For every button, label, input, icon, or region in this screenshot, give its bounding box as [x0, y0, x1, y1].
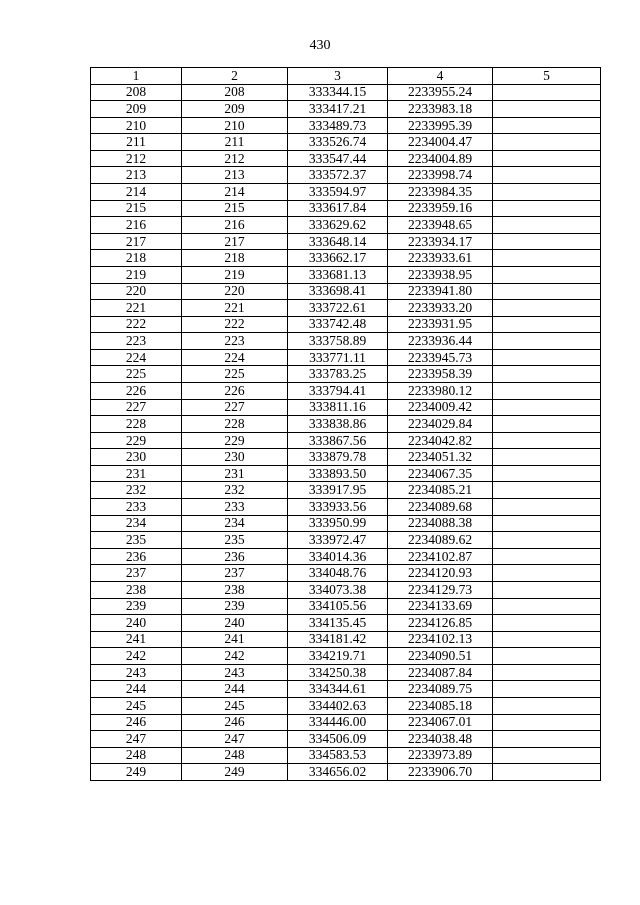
x-coordinate-cell: 333594.97 — [288, 184, 388, 201]
note-cell — [493, 581, 601, 598]
note-cell — [493, 615, 601, 632]
column-header: 4 — [388, 68, 493, 85]
x-coordinate-cell: 333794.41 — [288, 382, 388, 399]
point-number-cell: 222 — [91, 316, 182, 333]
x-coordinate-cell: 334073.38 — [288, 581, 388, 598]
note-cell — [493, 184, 601, 201]
y-coordinate-cell: 2234120.93 — [388, 565, 493, 582]
y-coordinate-cell: 2234126.85 — [388, 615, 493, 632]
x-coordinate-cell: 333489.73 — [288, 117, 388, 134]
table-row — [91, 150, 601, 167]
y-coordinate-cell: 2233945.73 — [388, 349, 493, 366]
page-number: 430 — [309, 38, 331, 53]
y-coordinate-cell: 2234067.01 — [388, 714, 493, 731]
y-coordinate-cell: 2234102.87 — [388, 548, 493, 565]
note-cell — [493, 150, 601, 167]
note-cell — [493, 432, 601, 449]
note-cell — [493, 482, 601, 499]
note-cell — [493, 499, 601, 516]
point-number-cell: 208 — [182, 84, 288, 101]
point-number-cell: 218 — [91, 250, 182, 267]
point-number-cell: 249 — [91, 764, 182, 781]
table-row — [91, 366, 601, 383]
x-coordinate-cell: 333867.56 — [288, 432, 388, 449]
x-coordinate-cell: 333811.16 — [288, 399, 388, 416]
point-number-cell: 236 — [91, 548, 182, 565]
point-number-cell: 239 — [182, 598, 288, 615]
table-row — [91, 266, 601, 283]
point-number-cell: 247 — [182, 731, 288, 748]
table-row — [91, 382, 601, 399]
point-number-cell: 243 — [182, 664, 288, 681]
point-number-cell: 213 — [182, 167, 288, 184]
x-coordinate-cell: 334105.56 — [288, 598, 388, 615]
x-coordinate-cell: 333526.74 — [288, 134, 388, 151]
x-coordinate-cell: 334219.71 — [288, 648, 388, 665]
y-coordinate-cell: 2234129.73 — [388, 581, 493, 598]
x-coordinate-cell: 333662.17 — [288, 250, 388, 267]
column-header: 3 — [288, 68, 388, 85]
y-coordinate-cell: 2234051.32 — [388, 449, 493, 466]
y-coordinate-cell: 2234090.51 — [388, 648, 493, 665]
table-row — [91, 731, 601, 748]
table-row — [91, 631, 601, 648]
point-number-cell: 231 — [182, 465, 288, 482]
y-coordinate-cell: 2233948.65 — [388, 217, 493, 234]
point-number-cell: 246 — [182, 714, 288, 731]
x-coordinate-cell: 333879.78 — [288, 449, 388, 466]
point-number-cell: 238 — [182, 581, 288, 598]
point-number-cell: 235 — [182, 532, 288, 549]
y-coordinate-cell: 2234042.82 — [388, 432, 493, 449]
x-coordinate-cell: 333698.41 — [288, 283, 388, 300]
note-cell — [493, 598, 601, 615]
note-cell — [493, 233, 601, 250]
note-cell — [493, 167, 601, 184]
point-number-cell: 208 — [91, 84, 182, 101]
point-number-cell: 237 — [182, 565, 288, 582]
table-row — [91, 532, 601, 549]
column-header: 1 — [91, 68, 182, 85]
table-row — [91, 482, 601, 499]
table-row — [91, 664, 601, 681]
point-number-cell: 234 — [91, 515, 182, 532]
note-cell — [493, 366, 601, 383]
y-coordinate-cell: 2233995.39 — [388, 117, 493, 134]
point-number-cell: 226 — [91, 382, 182, 399]
note-cell — [493, 565, 601, 582]
y-coordinate-cell: 2233936.44 — [388, 333, 493, 350]
note-cell — [493, 316, 601, 333]
x-coordinate-cell: 333572.37 — [288, 167, 388, 184]
note-cell — [493, 465, 601, 482]
table-row — [91, 333, 601, 350]
x-coordinate-cell: 333722.61 — [288, 300, 388, 317]
table-row — [91, 697, 601, 714]
table-row — [91, 449, 601, 466]
table-row — [91, 648, 601, 665]
point-number-cell: 230 — [91, 449, 182, 466]
y-coordinate-cell: 2234133.69 — [388, 598, 493, 615]
table-row — [91, 300, 601, 317]
table-row — [91, 84, 601, 101]
point-number-cell: 222 — [182, 316, 288, 333]
point-number-cell: 248 — [91, 747, 182, 764]
y-coordinate-cell: 2234087.84 — [388, 664, 493, 681]
y-coordinate-cell: 2234085.21 — [388, 482, 493, 499]
y-coordinate-cell: 2233959.16 — [388, 200, 493, 217]
point-number-cell: 227 — [182, 399, 288, 416]
point-number-cell: 235 — [91, 532, 182, 549]
x-coordinate-cell: 333893.50 — [288, 465, 388, 482]
point-number-cell: 215 — [182, 200, 288, 217]
point-number-cell: 244 — [182, 681, 288, 698]
point-number-cell: 224 — [91, 349, 182, 366]
point-number-cell: 210 — [91, 117, 182, 134]
note-cell — [493, 283, 601, 300]
point-number-cell: 223 — [182, 333, 288, 350]
note-cell — [493, 747, 601, 764]
y-coordinate-cell: 2234009.42 — [388, 399, 493, 416]
y-coordinate-cell: 2234067.35 — [388, 465, 493, 482]
table-row — [91, 416, 601, 433]
x-coordinate-cell: 334344.61 — [288, 681, 388, 698]
table-row — [91, 598, 601, 615]
x-coordinate-cell: 334250.38 — [288, 664, 388, 681]
y-coordinate-cell: 2233931.95 — [388, 316, 493, 333]
point-number-cell: 214 — [182, 184, 288, 201]
y-coordinate-cell: 2233980.12 — [388, 382, 493, 399]
point-number-cell: 211 — [91, 134, 182, 151]
point-number-cell: 225 — [182, 366, 288, 383]
point-number-cell: 237 — [91, 565, 182, 582]
point-number-cell: 231 — [91, 465, 182, 482]
note-cell — [493, 117, 601, 134]
note-cell — [493, 416, 601, 433]
x-coordinate-cell: 333950.99 — [288, 515, 388, 532]
y-coordinate-cell: 2233906.70 — [388, 764, 493, 781]
table-row — [91, 681, 601, 698]
point-number-cell: 232 — [91, 482, 182, 499]
point-number-cell: 221 — [91, 300, 182, 317]
x-coordinate-cell: 334446.00 — [288, 714, 388, 731]
table-row — [91, 167, 601, 184]
y-coordinate-cell: 2233933.61 — [388, 250, 493, 267]
table-row — [91, 200, 601, 217]
point-number-cell: 212 — [91, 150, 182, 167]
point-number-cell: 232 — [182, 482, 288, 499]
point-number-cell: 223 — [91, 333, 182, 350]
y-coordinate-cell: 2234102.13 — [388, 631, 493, 648]
point-number-cell: 229 — [182, 432, 288, 449]
column-header: 5 — [493, 68, 601, 85]
column-header: 2 — [182, 68, 288, 85]
x-coordinate-cell: 334048.76 — [288, 565, 388, 582]
point-number-cell: 221 — [182, 300, 288, 317]
table-row — [91, 184, 601, 201]
y-coordinate-cell: 2234038.48 — [388, 731, 493, 748]
note-cell — [493, 399, 601, 416]
point-number-cell: 217 — [182, 233, 288, 250]
y-coordinate-cell: 2234085.18 — [388, 697, 493, 714]
point-number-cell: 219 — [91, 266, 182, 283]
point-number-cell: 228 — [182, 416, 288, 433]
point-number-cell: 240 — [182, 615, 288, 632]
y-coordinate-cell: 2233941.80 — [388, 283, 493, 300]
y-coordinate-cell: 2233955.24 — [388, 84, 493, 101]
x-coordinate-cell: 333617.84 — [288, 200, 388, 217]
point-number-cell: 229 — [91, 432, 182, 449]
point-number-cell: 236 — [182, 548, 288, 565]
table-row — [91, 499, 601, 516]
y-coordinate-cell: 2233984.35 — [388, 184, 493, 201]
table-row — [91, 714, 601, 731]
point-number-cell: 234 — [182, 515, 288, 532]
coordinates-table — [90, 67, 601, 781]
table-row — [91, 399, 601, 416]
point-number-cell: 248 — [182, 747, 288, 764]
point-number-cell: 214 — [91, 184, 182, 201]
x-coordinate-cell: 333629.62 — [288, 217, 388, 234]
note-cell — [493, 250, 601, 267]
y-coordinate-cell: 2234004.47 — [388, 134, 493, 151]
table-row — [91, 764, 601, 781]
note-cell — [493, 648, 601, 665]
point-number-cell: 244 — [91, 681, 182, 698]
table-row — [91, 615, 601, 632]
header-row — [91, 68, 601, 85]
y-coordinate-cell: 2234029.84 — [388, 416, 493, 433]
y-coordinate-cell: 2234089.68 — [388, 499, 493, 516]
x-coordinate-cell: 333783.25 — [288, 366, 388, 383]
x-coordinate-cell: 333344.15 — [288, 84, 388, 101]
y-coordinate-cell: 2233973.89 — [388, 747, 493, 764]
point-number-cell: 209 — [91, 101, 182, 118]
x-coordinate-cell: 334583.53 — [288, 747, 388, 764]
note-cell — [493, 548, 601, 565]
point-number-cell: 226 — [182, 382, 288, 399]
point-number-cell: 241 — [182, 631, 288, 648]
table-row — [91, 349, 601, 366]
table-row — [91, 465, 601, 482]
point-number-cell: 246 — [91, 714, 182, 731]
point-number-cell: 215 — [91, 200, 182, 217]
table-row — [91, 101, 601, 118]
note-cell — [493, 449, 601, 466]
table-row — [91, 316, 601, 333]
x-coordinate-cell: 334135.45 — [288, 615, 388, 632]
point-number-cell: 233 — [91, 499, 182, 516]
point-number-cell: 211 — [182, 134, 288, 151]
point-number-cell: 227 — [91, 399, 182, 416]
note-cell — [493, 200, 601, 217]
x-coordinate-cell: 333838.86 — [288, 416, 388, 433]
note-cell — [493, 349, 601, 366]
point-number-cell: 219 — [182, 266, 288, 283]
note-cell — [493, 714, 601, 731]
point-number-cell: 218 — [182, 250, 288, 267]
x-coordinate-cell: 334656.02 — [288, 764, 388, 781]
point-number-cell: 249 — [182, 764, 288, 781]
table-row — [91, 217, 601, 234]
x-coordinate-cell: 333917.95 — [288, 482, 388, 499]
y-coordinate-cell: 2233933.20 — [388, 300, 493, 317]
y-coordinate-cell: 2233958.39 — [388, 366, 493, 383]
point-number-cell: 245 — [182, 697, 288, 714]
table-row — [91, 747, 601, 764]
y-coordinate-cell: 2233934.17 — [388, 233, 493, 250]
note-cell — [493, 681, 601, 698]
point-number-cell: 239 — [91, 598, 182, 615]
x-coordinate-cell: 334014.36 — [288, 548, 388, 565]
point-number-cell: 228 — [91, 416, 182, 433]
note-cell — [493, 631, 601, 648]
point-number-cell: 245 — [91, 697, 182, 714]
table-row — [91, 117, 601, 134]
y-coordinate-cell: 2233938.95 — [388, 266, 493, 283]
point-number-cell: 210 — [182, 117, 288, 134]
point-number-cell: 216 — [91, 217, 182, 234]
table-row — [91, 581, 601, 598]
note-cell — [493, 333, 601, 350]
x-coordinate-cell: 333771.11 — [288, 349, 388, 366]
note-cell — [493, 84, 601, 101]
table-row — [91, 233, 601, 250]
note-cell — [493, 266, 601, 283]
point-number-cell: 209 — [182, 101, 288, 118]
x-coordinate-cell: 334506.09 — [288, 731, 388, 748]
x-coordinate-cell: 333758.89 — [288, 333, 388, 350]
point-number-cell: 241 — [91, 631, 182, 648]
x-coordinate-cell: 333417.21 — [288, 101, 388, 118]
y-coordinate-cell: 2234089.75 — [388, 681, 493, 698]
note-cell — [493, 731, 601, 748]
x-coordinate-cell: 334402.63 — [288, 697, 388, 714]
point-number-cell: 216 — [182, 217, 288, 234]
point-number-cell: 243 — [91, 664, 182, 681]
y-coordinate-cell: 2233983.18 — [388, 101, 493, 118]
point-number-cell: 238 — [91, 581, 182, 598]
point-number-cell: 213 — [91, 167, 182, 184]
table-row — [91, 548, 601, 565]
point-number-cell: 240 — [91, 615, 182, 632]
note-cell — [493, 382, 601, 399]
x-coordinate-cell: 333742.48 — [288, 316, 388, 333]
point-number-cell: 220 — [182, 283, 288, 300]
note-cell — [493, 697, 601, 714]
note-cell — [493, 764, 601, 781]
table-row — [91, 565, 601, 582]
table-row — [91, 432, 601, 449]
point-number-cell: 242 — [91, 648, 182, 665]
note-cell — [493, 532, 601, 549]
note-cell — [493, 664, 601, 681]
x-coordinate-cell: 333972.47 — [288, 532, 388, 549]
point-number-cell: 225 — [91, 366, 182, 383]
table-body — [91, 68, 601, 781]
x-coordinate-cell: 333547.44 — [288, 150, 388, 167]
table-row — [91, 134, 601, 151]
note-cell — [493, 217, 601, 234]
point-number-cell: 247 — [91, 731, 182, 748]
table-row — [91, 283, 601, 300]
note-cell — [493, 515, 601, 532]
point-number-cell: 220 — [91, 283, 182, 300]
x-coordinate-cell: 333681.13 — [288, 266, 388, 283]
point-number-cell: 242 — [182, 648, 288, 665]
y-coordinate-cell: 2233998.74 — [388, 167, 493, 184]
note-cell — [493, 134, 601, 151]
table-row — [91, 250, 601, 267]
point-number-cell: 230 — [182, 449, 288, 466]
x-coordinate-cell: 334181.42 — [288, 631, 388, 648]
point-number-cell: 212 — [182, 150, 288, 167]
y-coordinate-cell: 2234088.38 — [388, 515, 493, 532]
y-coordinate-cell: 2234004.89 — [388, 150, 493, 167]
point-number-cell: 233 — [182, 499, 288, 516]
point-number-cell: 224 — [182, 349, 288, 366]
y-coordinate-cell: 2234089.62 — [388, 532, 493, 549]
table-row — [91, 515, 601, 532]
x-coordinate-cell: 333648.14 — [288, 233, 388, 250]
note-cell — [493, 101, 601, 118]
x-coordinate-cell: 333933.56 — [288, 499, 388, 516]
point-number-cell: 217 — [91, 233, 182, 250]
note-cell — [493, 300, 601, 317]
